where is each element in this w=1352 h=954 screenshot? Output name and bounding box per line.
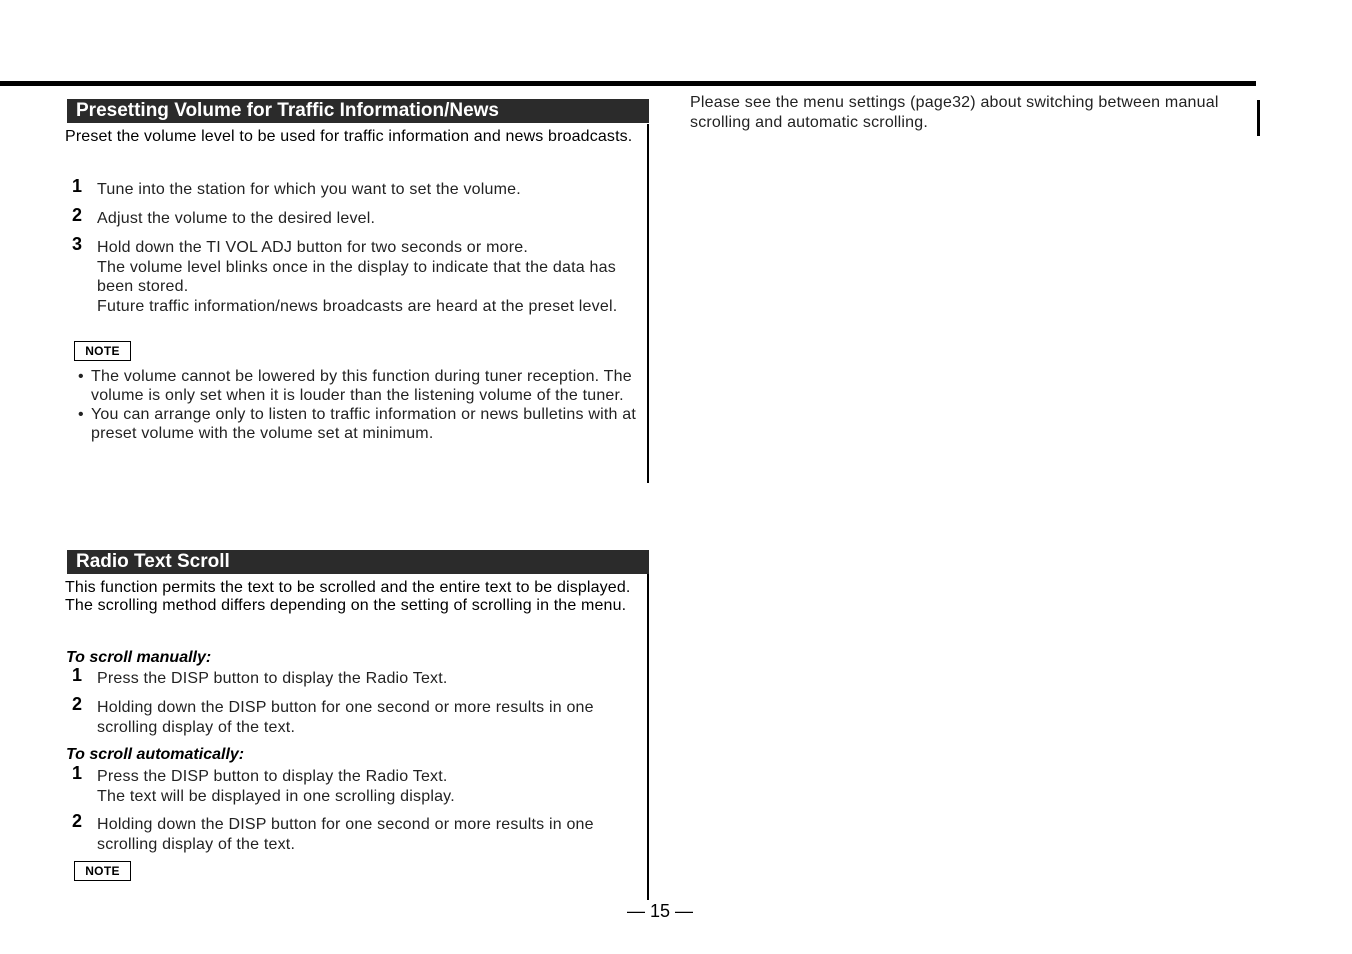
step-number: 2 [72, 694, 83, 714]
step-text: Holding down the DISP button for one second or more results in one scrolling display of the text. [97, 699, 594, 736]
note-text: You can arrange only to listen to traffic information or news bulletins with at preset volume with the volume set at minimum. [91, 406, 636, 442]
step-text: Press the DISP button to display the Radio Text. [97, 670, 448, 687]
auto-step-2 [72, 811, 637, 854]
note-text: The volume cannot be lowered by this function during tuner reception. The volume is only set when it is louder than the listening volume of the tuner. [91, 368, 632, 404]
step-3 [72, 234, 637, 316]
step-text: Tune into the station for which you want to set the volume. [97, 181, 521, 198]
step-number: 3 [72, 234, 83, 254]
margin-marker [1257, 100, 1260, 136]
top-rule [0, 81, 1256, 86]
note-label: NOTE [74, 341, 131, 361]
step-2 [72, 205, 637, 229]
column-divider-1 [647, 124, 649, 483]
subheading-scroll-manually: To scroll manually: [66, 649, 212, 666]
right-column-text: Please see the menu settings (page32) about switching between manual scrolling and automatic scrolling. [690, 94, 1219, 131]
step-number: 1 [72, 665, 83, 685]
note-item: • The volume cannot be lowered by this function during tuner reception. The volume is only set when it is louder than the listening volume of the tuner. [78, 368, 632, 404]
step-text: Hold down the TI VOL ADJ button for two seconds or more. The volume level blinks once in the display to indicate that the data has been stored. Future traffic information/news broadcasts are heard at the preset level. [97, 239, 618, 315]
section-intro-radio-text-scroll: This function permits the text to be scrolled and the entire text to be displayed. The scrolling method differs depending on the setting of scrolling in the menu. [65, 579, 631, 614]
step-number: 1 [72, 763, 83, 783]
step-number: 2 [72, 205, 83, 225]
step-text: Press the DISP button to display the Radio Text. The text will be displayed in one scrolling display. [97, 768, 455, 805]
column-divider-2 [647, 574, 649, 900]
manual-step-2 [72, 694, 637, 737]
section-intro-traffic-volume: Preset the volume level to be used for traffic information and news broadcasts. [65, 128, 633, 145]
page-number: — 15 — [626, 901, 694, 921]
step-1 [72, 176, 637, 200]
step-text: Adjust the volume to the desired level. [97, 210, 376, 227]
manual-step-1 [72, 665, 637, 689]
auto-step-1 [72, 763, 637, 806]
subheading-scroll-automatically: To scroll automatically: [66, 746, 245, 763]
note-list [78, 367, 638, 443]
section-title-radio-text-scroll: Radio Text Scroll [67, 550, 649, 574]
note-label: NOTE [74, 861, 131, 881]
step-text: Holding down the DISP button for one second or more results in one scrolling display of the text. [97, 816, 594, 853]
note-item: • You can arrange only to listen to traffic information or news bulletins with at preset volume with the volume set at minimum. [78, 406, 636, 442]
step-number: 2 [72, 811, 83, 831]
step-number: 1 [72, 176, 83, 196]
section-title-traffic-volume: Presetting Volume for Traffic Information/News [67, 99, 649, 123]
